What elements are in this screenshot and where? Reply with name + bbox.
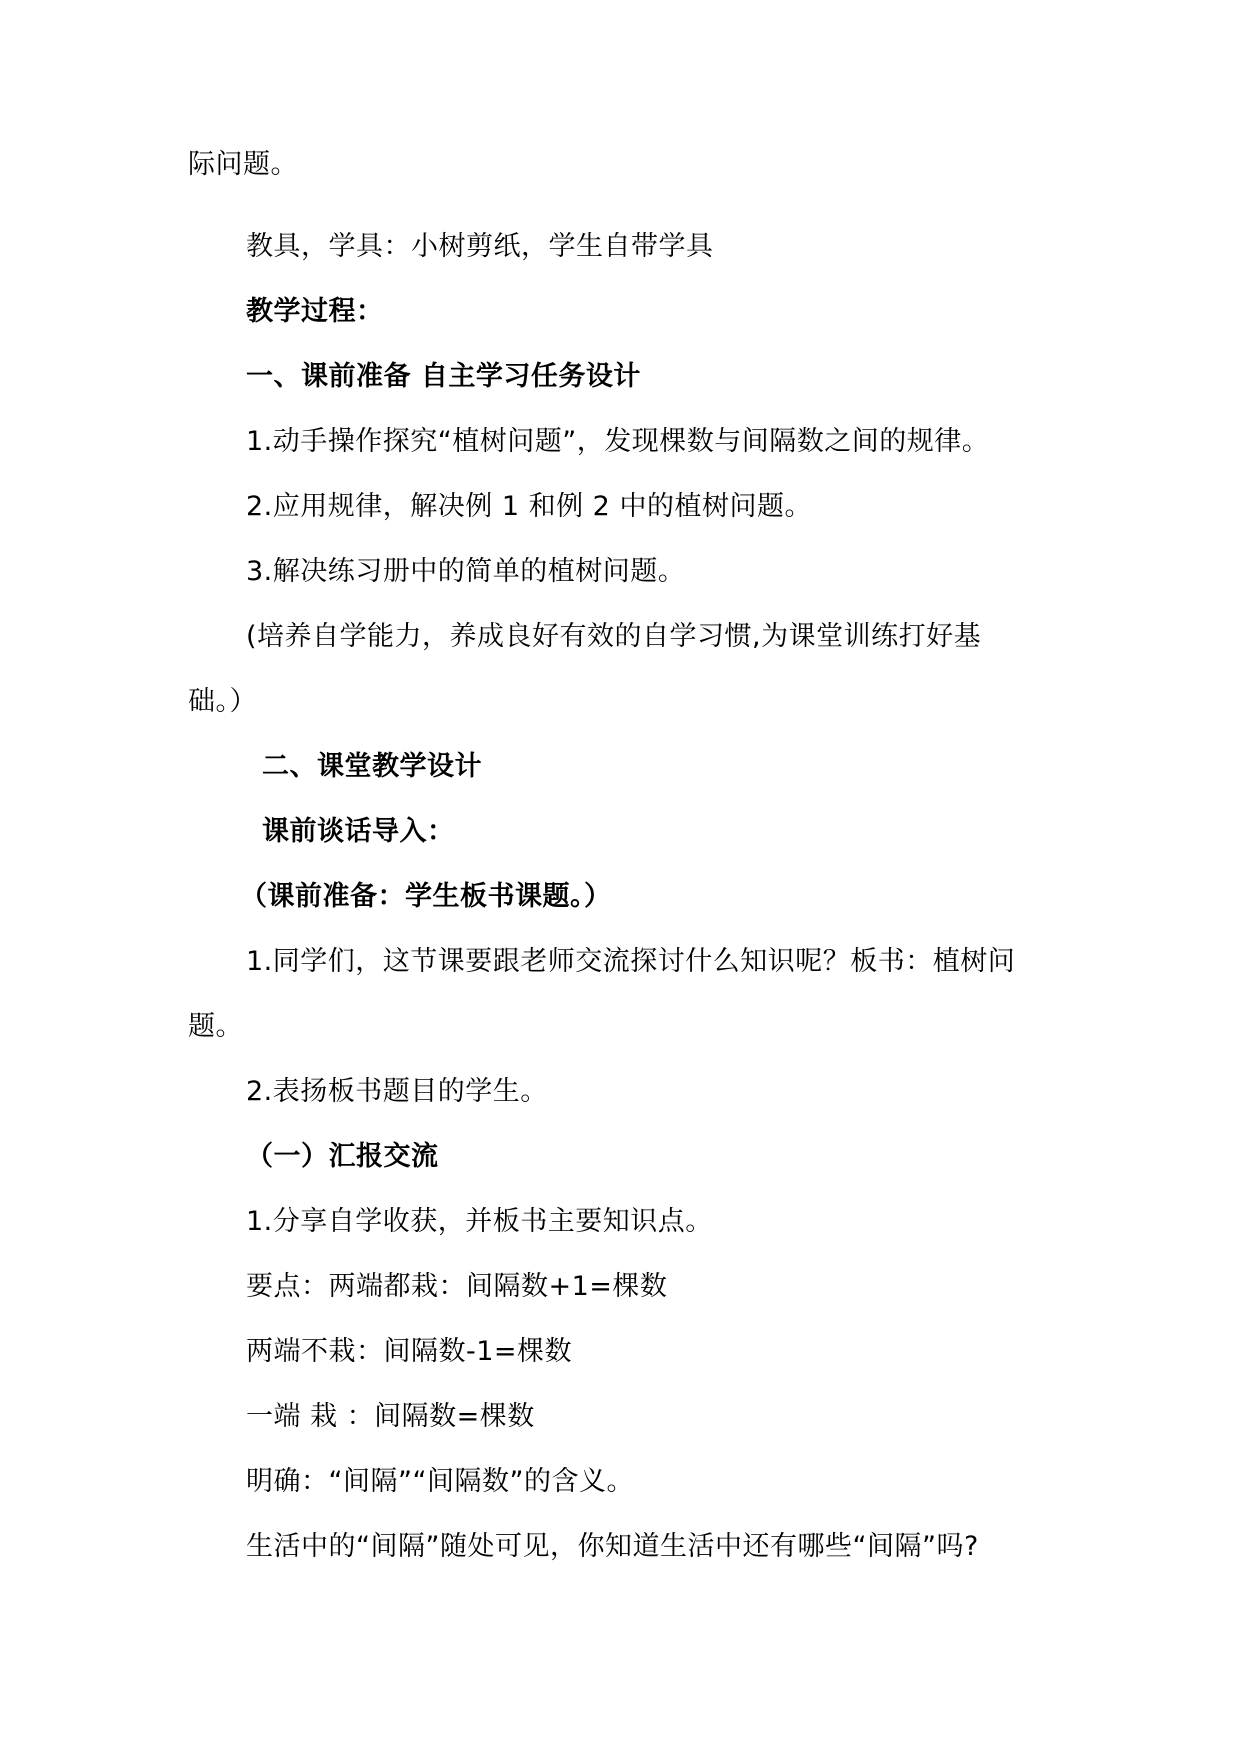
text-line: 两端不栽：间隔数-1=棵数 (246, 1336, 573, 1367)
text-line: 要点：两端都栽：间隔数+1=棵数 (246, 1271, 668, 1302)
section-heading: 二、课堂教学设计 (262, 751, 482, 782)
text-line: 1.分享自学收获，并板书主要知识点。 (246, 1206, 713, 1237)
text-line: 生活中的“间隔”随处可见，你知道生活中还有哪些“间隔”吗? (246, 1531, 979, 1562)
text-line: 础。） (188, 686, 257, 717)
text-line: 题。 (188, 1011, 243, 1042)
section-heading: 教学过程： (246, 296, 384, 327)
section-heading: 一、课前准备 自主学习任务设计 (246, 361, 641, 392)
text-line: 教具，学具：小树剪纸，学生自带学具 (246, 231, 714, 262)
text-line: 一端 栽 ：间隔数=棵数 (246, 1401, 535, 1432)
text-line: 际问题。 (188, 149, 298, 180)
text-line: (培养自学能力，养成良好有效的自学习惯,为课堂训练打好基 (246, 621, 982, 652)
text-line: 1.动手操作探究“植树问题”，发现棵数与间隔数之间的规律。 (246, 426, 990, 457)
section-heading: （课前准备：学生板书课题。） (240, 881, 612, 912)
section-heading: 课前谈话导入： (262, 816, 455, 847)
text-line: 2.表扬板书题目的学生。 (246, 1076, 548, 1107)
text-line: 明确：“间隔”“间隔数”的含义。 (246, 1466, 634, 1497)
text-line: 3.解决练习册中的简单的植树问题。 (246, 556, 686, 587)
section-heading: （一）汇报交流 (246, 1141, 439, 1172)
text-line: 1.同学们，这节课要跟老师交流探讨什么知识呢？板书：植树问 (246, 946, 1016, 977)
text-line: 2.应用规律，解决例 1 和例 2 中的植树问题。 (246, 491, 812, 522)
